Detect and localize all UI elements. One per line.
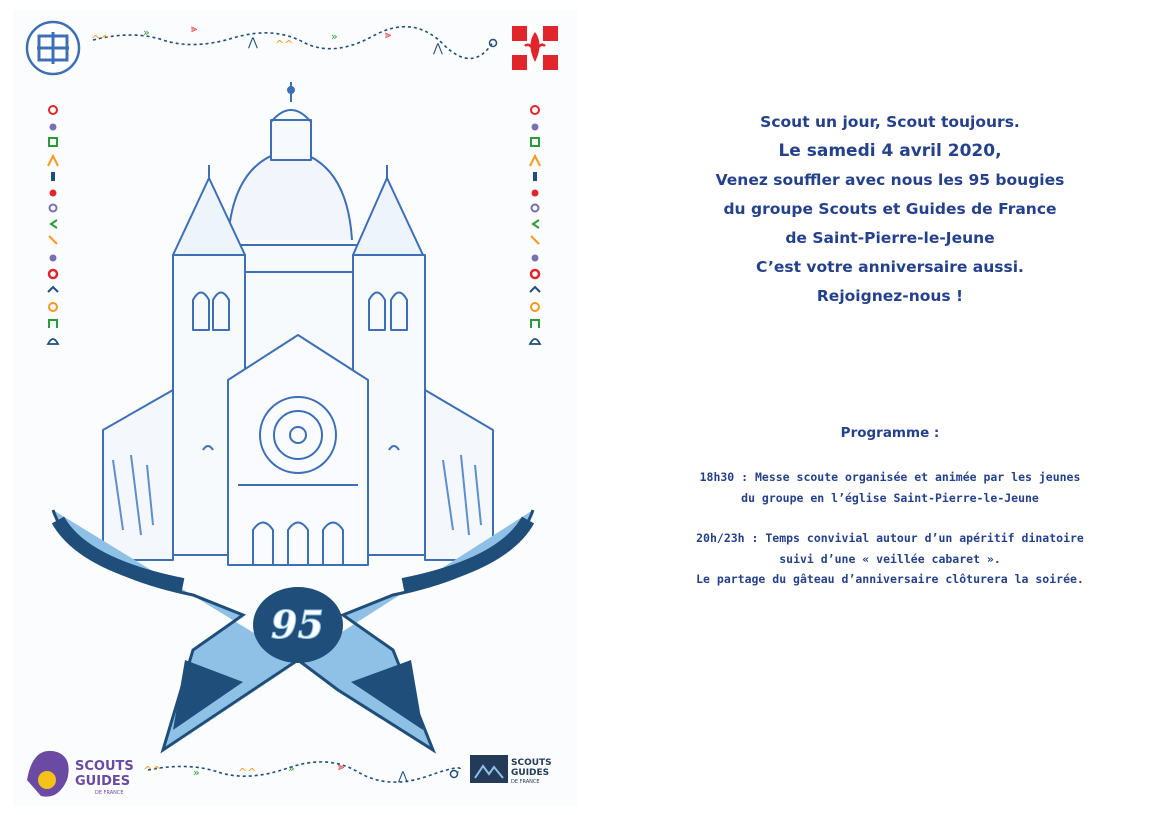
invite-line-3: Venez souffler avec nous les 95 bougies (715, 171, 1065, 189)
svg-text:GUIDES: GUIDES (75, 774, 131, 789)
programme-item-evening-line-3: Le partage du gâteau d’anniversaire clôturera la soirée. (696, 572, 1084, 586)
svg-text:⋀: ⋀ (398, 769, 408, 783)
invite-line-6: C’est votre anniversaire aussi. (756, 258, 1024, 276)
svg-text:»: » (288, 762, 295, 775)
invite-line-4: du groupe Scouts et Guides de France (723, 200, 1057, 218)
card-illustration (13, 10, 577, 806)
svg-text:⫸: ⫸ (385, 28, 392, 41)
svg-text:⫸: ⫸ (338, 760, 345, 773)
church-drawing (103, 82, 493, 565)
right-icon-column (530, 106, 540, 344)
programme-title: Programme : (840, 425, 940, 441)
scouts-guides-logo-left (27, 751, 134, 797)
svg-text:^^: ^^ (238, 766, 257, 779)
svg-text:SCOUTS: SCOUTS (511, 758, 552, 768)
svg-text:GUIDES: GUIDES (511, 768, 550, 778)
left-icon-column (48, 106, 58, 344)
programme-item-mass-line-1: 18h30 : Messe scoute organisée et animée par les jeunes (699, 470, 1081, 484)
programme-item-evening (640, 528, 1140, 590)
programme-item-mass (640, 467, 1140, 508)
invitation-card (13, 10, 577, 806)
svg-text:^^: ^^ (275, 38, 294, 51)
svg-text:DE FRANCE: DE FRANCE (95, 790, 124, 796)
svg-text:⋀: ⋀ (433, 41, 443, 55)
invitation-text (640, 108, 1140, 311)
programme-item-mass-line-2: du groupe en l’église Saint-Pierre-le-Jeune (741, 490, 1039, 505)
programme-item-evening-line-1: 20h/23h : Temps convivial autour d’un apéritif dinatoire (696, 531, 1084, 545)
invite-line-5: de Saint-Pierre-le-Jeune (785, 229, 995, 247)
fleur-de-lis-cross-icon (512, 26, 558, 70)
programme-item-evening-line-2: suivi d’une « veillée cabaret ». (779, 551, 1001, 566)
svg-text:»: » (143, 26, 150, 39)
invite-line-7: Rejoignez-nous ! (816, 287, 964, 305)
bottom-decorative-trail (143, 760, 460, 783)
scouts-guides-logo-right (470, 755, 552, 785)
anniversary-number: 95 (271, 602, 324, 647)
round-scout-logo-icon (27, 22, 79, 74)
invite-line-motto: Scout un jour, Scout toujours. (760, 113, 1020, 131)
svg-text:SCOUTS: SCOUTS (75, 759, 134, 774)
svg-text:DE FRANCE: DE FRANCE (511, 779, 540, 785)
svg-text:^^: ^^ (91, 33, 110, 46)
svg-text:⫸: ⫸ (191, 22, 198, 35)
svg-text:»: » (331, 30, 338, 43)
top-decorative-trail (91, 22, 497, 59)
svg-text:^^: ^^ (143, 764, 162, 777)
invite-line-date: Le samedi 4 avril 2020, (778, 141, 1002, 161)
svg-text:»: » (193, 766, 200, 779)
svg-text:⋀: ⋀ (248, 35, 258, 49)
